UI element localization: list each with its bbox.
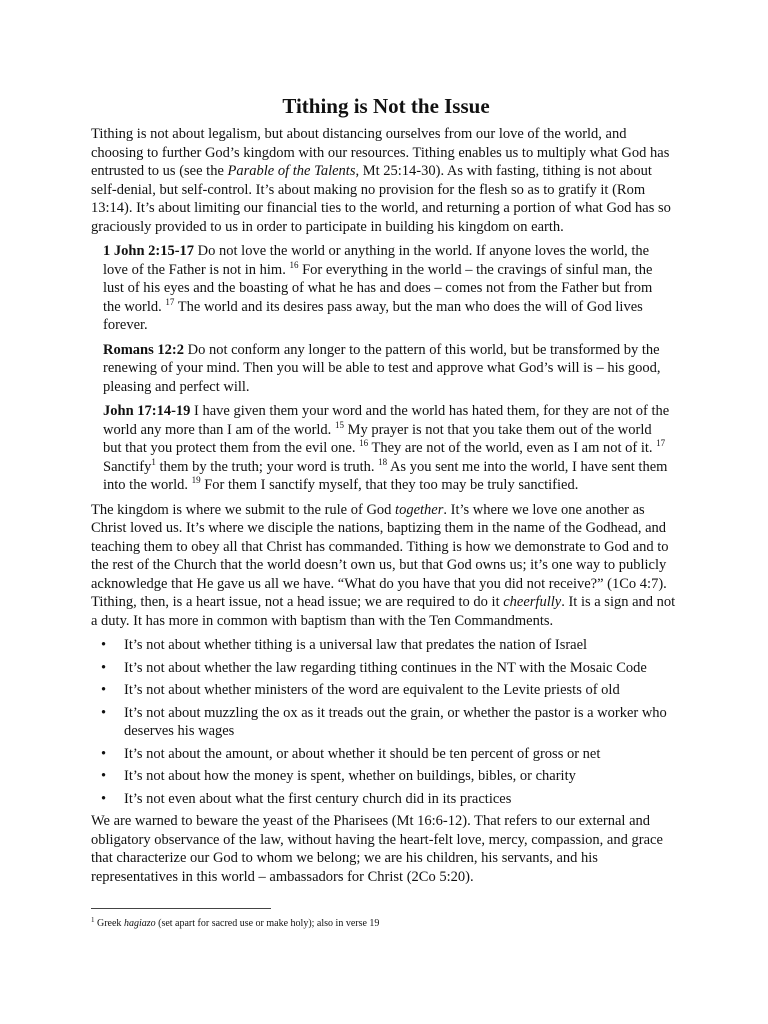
footnote-number: 1	[91, 916, 95, 924]
verse-text: Do not conform any longer to the pattern of this world, but be transformed by the renewing of your mind. Then you will be able to test and approve what God’s will is – his good, pleasing and perfect will.	[103, 341, 661, 395]
verse-text: I have given them your word and the world has hated them, for they are not of the world any more than I am of the world.	[103, 403, 670, 438]
scripture-reference: 1 John 2:15-17	[103, 243, 195, 259]
list-item	[91, 745, 681, 764]
kingdom-text: . It’s where we love one another as Christ loved us. It’s where we disciple the nations, baptizing them in the name of the Godhead, and teaching them to obey all that Christ has commanded. Tithing is how we demonstrate to God and to the rest of the Church that the world doesn’t own us, but that God owns us; it’s one way to publicly acknowledge that He gave us all we have. “What do you have that you did not receive?” (1Co 4:7). Tithing, then, is a heart issue, not a head issue; we are required to do it	[91, 501, 669, 610]
bullet-icon: •	[101, 704, 107, 721]
kingdom-italic: cheerfully	[503, 594, 562, 610]
list-item	[91, 681, 681, 700]
kingdom-text: The kingdom is where we submit to the rule of God	[91, 501, 396, 518]
verse-text: As you sent me into the world, I have sent them into the world.	[103, 458, 668, 493]
list-item-text: It’s not about whether tithing is a universal law that predates the nation of Israel	[124, 637, 588, 653]
bullet-icon: •	[101, 637, 107, 653]
footnote-italic: hagiazo	[123, 918, 156, 929]
verse-number: 18	[378, 456, 388, 467]
list-item-text: It’s not about muzzling the ox as it treads out the grain, or whether the pastor is a worker who deserves his wages	[124, 704, 667, 739]
list-item-text: It’s not about whether the law regarding tithing continues in the NT with the Mosaic Code	[124, 659, 647, 676]
list-item	[91, 636, 681, 655]
closing-paragraph: We are warned to beware the yeast of the Pharisees (Mt 16:6-12). That refers to our external and obligatory observance of the law, without having the heart-felt love, mercy, compassion, and grace that characterize our God to whom we belong; we are his children, his servants, and his representatives in this world – ambassadors for Christ (2Co 5:20).	[91, 813, 663, 885]
verse-number: 16	[289, 259, 299, 270]
verse-number: 15	[334, 419, 344, 430]
kingdom-text: . It is a sign and not a duty. It has more in common with baptism than with the Ten Commandments.	[91, 594, 676, 629]
footnote	[91, 917, 681, 930]
kingdom-italic: together	[395, 501, 444, 518]
verse-number: 17	[165, 296, 175, 307]
list-item	[91, 767, 681, 786]
verse-text: Sanctify	[103, 458, 152, 475]
list-item	[91, 704, 681, 741]
list-item-text: It’s not about whether ministers of the word are equivalent to the Levite priests of old	[124, 682, 620, 698]
intro-text-1: Tithing is not about legalism, but about distancing ourselves from our love of the world, and choosing to further God’s kingdom with our resources. Tithing enables us to multiply what God has entrusted to us (see the	[91, 126, 670, 179]
scripture-quote-romans	[103, 341, 673, 397]
footnote-divider	[91, 908, 271, 909]
verse-number: 16	[359, 438, 369, 448]
list-item-text: It’s not about how the money is spent, whether on buildings, bibles, or charity	[124, 768, 576, 784]
verse-text: My prayer is not that you take them out of the world but that you protect them from the evil one.	[103, 421, 652, 456]
scripture-reference: John 17:14-19	[103, 403, 191, 419]
page-title: Tithing is Not the Issue	[282, 94, 490, 118]
verse-number: 17	[656, 438, 666, 448]
bullet-icon: •	[101, 659, 107, 676]
list-item-text: It’s not even about what the first century church did in its practices	[124, 790, 512, 807]
verse-text: For them I sanctify myself, that they too may be truly sanctified.	[200, 477, 579, 493]
intro-paragraph	[91, 125, 681, 236]
scripture-quote-john17	[103, 402, 673, 495]
verse-text: The world and its desires pass away, but the man who does the will of God lives forever.	[103, 298, 643, 333]
intro-text-2: , Mt 25:14-30). As with fasting, tithing is not about self-denial, but self-control. It’s about making no provision for the flesh so as to gratify it (Rom 13:14). It’s about limiting our financial ties to the world, and returning a portion of what God has so graciously provided to us in order to participate in building his kingdom on earth.	[91, 163, 671, 235]
footnote-marker: 1	[151, 456, 156, 467]
verse-text: They are not of the world, even as I am not of it.	[368, 440, 657, 456]
bullet-icon: •	[101, 768, 107, 784]
document-body	[91, 125, 681, 892]
bullet-icon: •	[101, 745, 107, 762]
scripture-reference: Romans 12:2	[103, 341, 184, 358]
scripture-quote-1john	[103, 242, 673, 335]
footnote-text: (set apart for sacred use or make holy); also in verse 19	[155, 918, 380, 929]
verse-text: For everything in the world – the cravings of sinful man, the lust of his eyes and the boasting of what he has and does – comes not from the Father but from the world.	[103, 261, 653, 315]
bullet-icon: •	[101, 790, 107, 807]
intro-italic: Parable of the Talents	[227, 163, 356, 179]
list-item-text: It’s not about the amount, or about whether it should be ten percent of gross or net	[124, 745, 601, 762]
bullet-icon: •	[101, 682, 107, 698]
bullet-list	[91, 636, 681, 808]
list-item	[91, 790, 681, 809]
list-item	[91, 659, 681, 678]
kingdom-paragraph	[91, 501, 681, 631]
footnote-text: Greek	[94, 918, 124, 929]
verse-text: them by the truth; your word is truth.	[155, 458, 379, 475]
verse-number: 19	[191, 475, 201, 485]
verse-text: Do not love the world or anything in the world. If anyone loves the world, the love of the Father is not in him.	[103, 243, 650, 278]
